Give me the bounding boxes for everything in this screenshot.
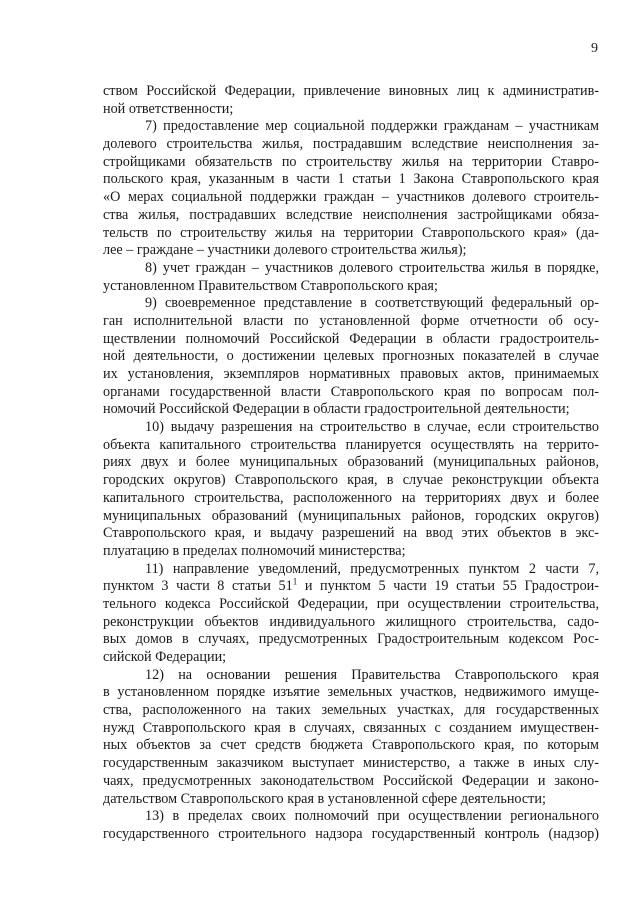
text-line: государственного строительного надзора государственный контроль (надзор) (103, 825, 599, 842)
text-line: 11) направление уведомлений, предусмотренных пунктом 2 части 7, (145, 560, 599, 577)
text-line (103, 578, 599, 596)
text-line: капитального строительства, расположенного на территориях двух и более (103, 489, 599, 506)
superscript: 1 (292, 576, 298, 587)
text-segment: пунктом 3 части 8 статьи 51 (103, 578, 293, 595)
text-line: реконструкции объектов индивидуального жилищного строительства, садо- (103, 613, 599, 630)
text-line: ства, расположенного на таких земельных участках, для государственных (103, 702, 599, 719)
document-body (103, 83, 599, 844)
text-line: риях двух и более муниципальных образований (муниципальных районов, (103, 454, 599, 471)
text-line: городских округов) Ставропольского края, в случае реконструкции объекта (103, 472, 599, 489)
text-line: «О мерах социальной поддержки граждан – участников долевого строитель- (103, 189, 599, 206)
text-line: Ставропольского края, и выдачу разрешений на ввод этих объектов в экс- (103, 525, 599, 542)
text-line: ством Российской Федерации, привлечение виновных лиц к административ- (103, 83, 599, 99)
text-line: стройщиками обязательств по строительству жилья на территории Ставро- (103, 153, 599, 170)
text-line: нужд Ставропольского края в случаях, связанных с созданием имуществен- (103, 719, 599, 736)
text-line: вых домов в случаях, предусмотренных Градостроительным кодексом Рос- (103, 631, 599, 648)
text-line: 12) на основании решения Правительства Ставропольского края (145, 666, 599, 683)
text-line: 7) предоставление мер социальной поддержки гражданам – участникам (145, 118, 599, 135)
text-line: органами государственной власти Ставропольского края по вопросам пол- (103, 383, 599, 400)
text-line: номочий Российской Федерации в области градостроительной деятельности; (103, 401, 570, 418)
text-line: 13) в пределах своих полномочий при осуществлении регионального (145, 808, 599, 825)
text-line: ной деятельности, о достижении целевых прогнозных показателей в случае (103, 348, 599, 365)
text-line: чаях, предусмотренных законодательством Российской Федерации и законо- (103, 772, 599, 789)
text-line: плуатацию в пределах полномочий министерства; (103, 542, 406, 559)
text-line: их установления, экземпляров нормативных правовых актов, принимаемых (103, 366, 599, 382)
text-line: ных объектов за счет средств бюджета Ставропольского края, по которым (103, 737, 599, 754)
text-segment: и пунктом 5 части 19 статьи 55 Градострои- (297, 578, 599, 595)
page-number: 9 (591, 41, 598, 56)
text-line: тельств по строительству жилья на территории Ставропольского края» (да- (103, 224, 599, 241)
text-line: 9) своевременное представление в соответствующий федеральный ор- (145, 295, 599, 312)
text-line: ной ответственности; (103, 100, 234, 117)
text-line: государственным заказчиком выступает министерство, а также в иных слу- (103, 755, 599, 772)
text-line: ществлении полномочий Российской Федерации в области градостроитель- (103, 330, 599, 347)
text-line: сийской Федерации; (103, 649, 227, 665)
text-line: польского края, указанным в части 1 статьи 1 Закона Ставропольского края (103, 171, 599, 188)
text-line: ства жилья, пострадавших вследствие неисполнения застройщиками обяза- (103, 206, 599, 223)
text-line: долевого строительства жилья, пострадавшим вследствие неисполнения за- (103, 136, 599, 153)
text-line: муниципальных образований (муниципальных районов, городских округов) (103, 507, 599, 524)
text-line: дательством Ставропольского края в установленной сфере деятельности; (103, 790, 546, 807)
text-line: в установленном порядке изъятие земельных участков, недвижимого имуще- (103, 684, 599, 701)
text-line: тельного кодекса Российской Федерации, при осуществлении строительства, (103, 595, 599, 612)
text-line: 10) выдачу разрешения на строительство в случае, если строительство (145, 419, 599, 436)
text-line: установленном Правительством Ставропольского края; (103, 277, 438, 294)
text-line: объекта капитального строительства планируется осуществлять на террито- (103, 436, 599, 453)
text-line: ган исполнительной власти по установленной форме отчетности об осу- (103, 312, 599, 329)
text-line: лее – граждане – участники долевого строительства жилья); (103, 242, 467, 259)
text-line: 8) учет граждан – участников долевого строительства жилья в порядке, (145, 259, 599, 276)
